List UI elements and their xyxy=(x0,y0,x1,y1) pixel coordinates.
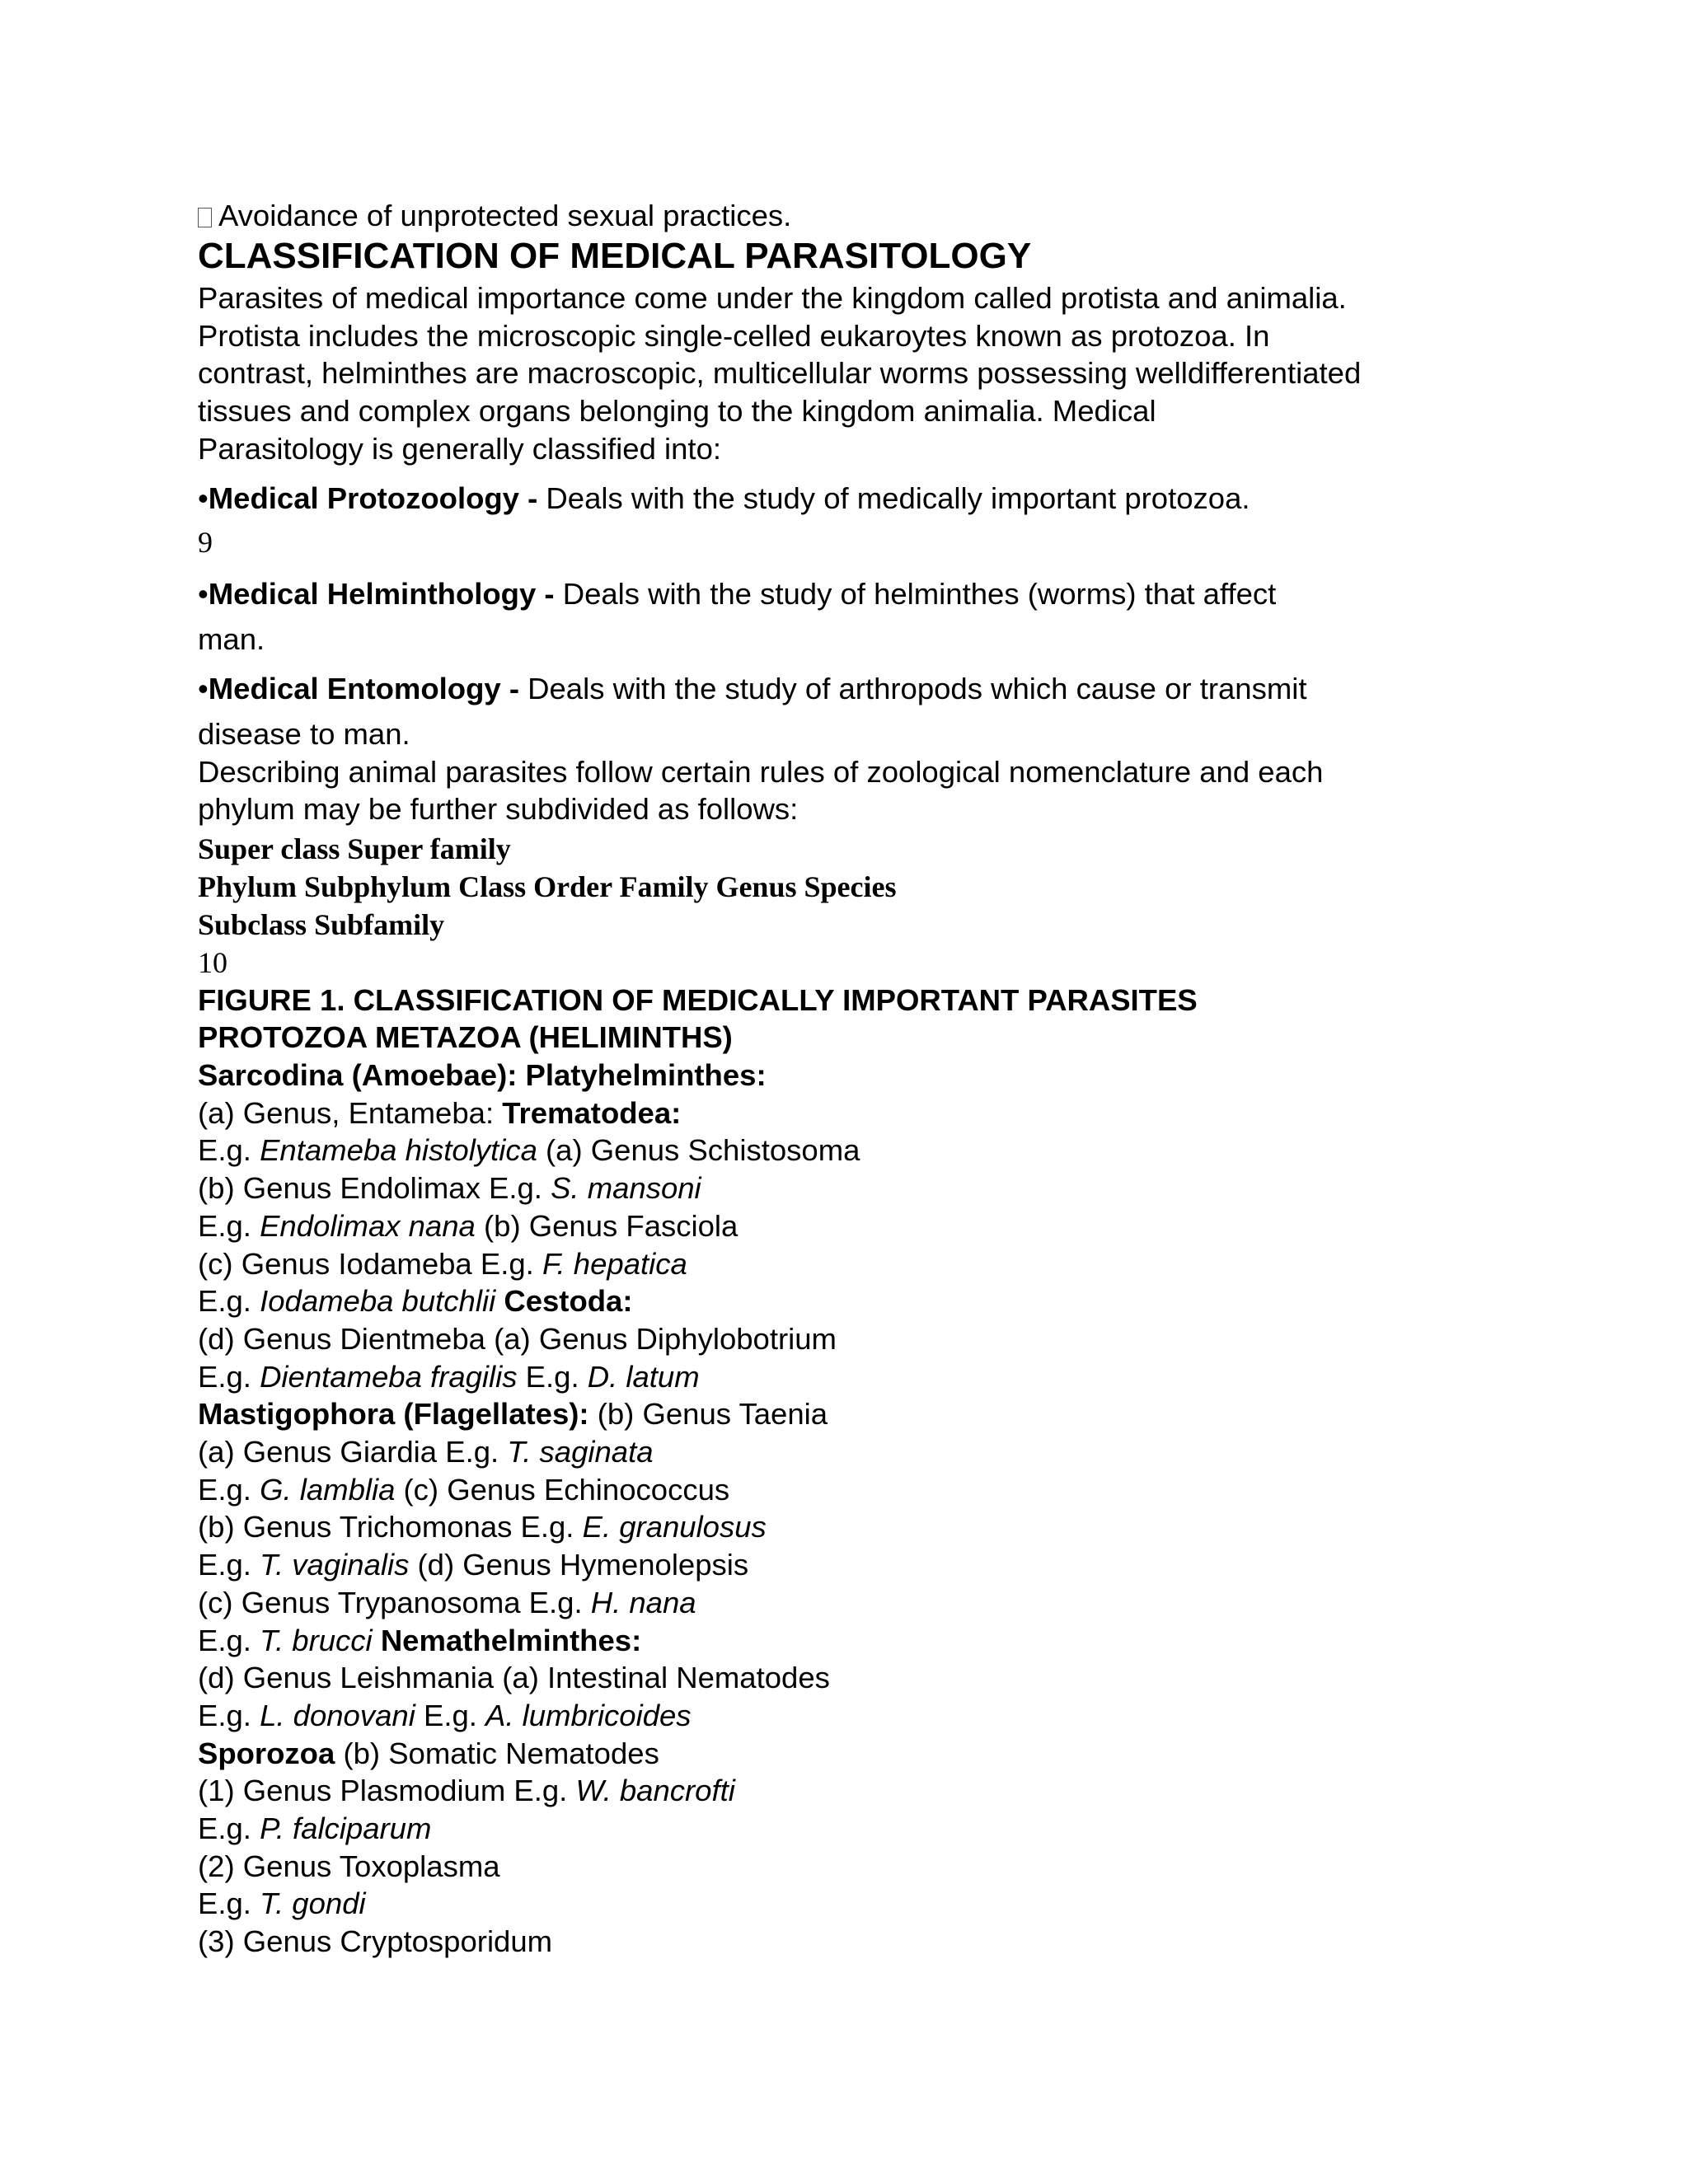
paragraph-line: Parasitology is generally classified into: xyxy=(198,432,722,466)
figure-text: E.g. xyxy=(198,1133,260,1167)
species-name: G. lamblia xyxy=(260,1473,396,1507)
taxon-heading: Sporozoa xyxy=(198,1736,335,1770)
species-name: Dientameba fragilis xyxy=(260,1360,518,1394)
paragraph-line: contrast, helminthes are macroscopic, multicellular worms possessing welldifferentiated xyxy=(198,356,1362,390)
branch-term: Medical Entomology - xyxy=(208,672,528,705)
branch-item-protozoology xyxy=(198,481,1250,515)
page-number: 10 xyxy=(198,946,227,979)
taxon-heading: Cestoda: xyxy=(504,1284,633,1318)
branch-item-helminthology xyxy=(198,579,1276,610)
figure-text: E.g. xyxy=(415,1699,486,1732)
figure-line xyxy=(198,1324,837,1355)
figure-line xyxy=(198,1209,738,1243)
figure-text: (d) Genus Dientmeba (a) Genus Diphylobotrium xyxy=(198,1322,837,1356)
figure-text: E.g. xyxy=(198,1473,260,1507)
species-name: W. bancrofti xyxy=(575,1774,735,1807)
species-name: H. nana xyxy=(590,1586,696,1619)
species-name: E. granulosus xyxy=(582,1510,767,1544)
figure-text xyxy=(495,1284,504,1318)
figure-text xyxy=(373,1624,381,1657)
figure-text: (b) Somatic Nematodes xyxy=(335,1736,659,1770)
figure-text: (b) Genus Endolimax E.g. xyxy=(198,1171,551,1205)
figure-line xyxy=(198,1588,696,1619)
species-name: T. brucci xyxy=(260,1624,373,1657)
bullet-dot: • xyxy=(198,672,209,705)
paragraph-line: tissues and complex organs belonging to the kingdom animalia. Medical xyxy=(198,394,1156,428)
page-number: 9 xyxy=(198,526,213,559)
species-name: T. saginata xyxy=(507,1435,654,1469)
species-name: Endolimax nana xyxy=(260,1209,476,1243)
figure-line xyxy=(198,1663,830,1694)
figure-text: (d) Genus Hymenolepsis xyxy=(409,1548,749,1582)
figure-text: E.g. xyxy=(198,1886,260,1920)
figure-text: E.g. xyxy=(198,1360,260,1394)
nomenclature-line: phylum may be further subdivided as follows: xyxy=(198,792,799,826)
taxon-heading: Mastigophora (Flagellates): xyxy=(198,1397,589,1431)
bullet-box-icon xyxy=(198,208,212,227)
figure-text: (a) Genus Giardia E.g. xyxy=(198,1435,508,1469)
figure-line xyxy=(198,1776,735,1807)
figure-text: (b) Genus Taenia xyxy=(588,1397,828,1431)
taxon-heading: Sarcodina (Amoebae): Platyhelminthes: xyxy=(198,1058,767,1092)
species-name: Entameba histolytica xyxy=(260,1133,537,1167)
figure-line xyxy=(198,1096,682,1130)
branch-continuation: disease to man. xyxy=(198,717,410,751)
species-name: L. donovani xyxy=(260,1699,415,1732)
figure-subtitle: PROTOZOA METAZOA (HELIMINTHS) xyxy=(198,1020,733,1054)
figure-title: FIGURE 1. CLASSIFICATION OF MEDICALLY IMPORTANT PARASITES xyxy=(198,983,1198,1017)
branch-item-entomology xyxy=(198,674,1307,705)
figure-line xyxy=(198,1924,553,1958)
figure-line xyxy=(198,1550,748,1581)
figure-text: (a) Genus, Entameba: xyxy=(198,1096,503,1130)
branch-continuation: man. xyxy=(198,622,265,656)
figure-line xyxy=(198,1849,500,1883)
figure-line xyxy=(198,1249,687,1280)
species-name: F. hepatica xyxy=(542,1247,687,1281)
branch-description: Deals with the study of helminthes (worms) that affect xyxy=(562,577,1277,611)
branch-term: Medical Helminthology - xyxy=(208,577,563,611)
figure-line xyxy=(198,1399,828,1430)
rank-line: Subclass Subfamily xyxy=(198,908,445,941)
branch-term: Medical Protozoology - xyxy=(208,481,546,515)
figure-line xyxy=(198,1133,860,1167)
rank-line: Super class Super family xyxy=(198,832,511,865)
figure-text: E.g. xyxy=(198,1548,260,1582)
nomenclature-line: Describing animal parasites follow certain rules of zoological nomenclature and each xyxy=(198,755,1324,789)
figure-line xyxy=(198,1736,659,1770)
figure-text: E.g. xyxy=(198,1811,260,1845)
figure-text: (c) Genus Trypanosoma E.g. xyxy=(198,1586,591,1619)
figure-line xyxy=(198,1886,366,1920)
figure-line xyxy=(198,1512,767,1543)
bullet-dot: • xyxy=(198,577,209,611)
figure-text: E.g. xyxy=(198,1209,260,1243)
figure-line xyxy=(198,1701,692,1732)
species-name: D. latum xyxy=(587,1360,700,1394)
species-name: T. gondi xyxy=(260,1886,366,1920)
species-name: P. falciparum xyxy=(260,1811,432,1845)
species-name: A. lumbricoides xyxy=(485,1699,692,1732)
figure-line xyxy=(198,1626,641,1657)
figure-text: (c) Genus Echinococcus xyxy=(395,1473,730,1507)
figure-line xyxy=(198,1362,700,1393)
species-name: S. mansoni xyxy=(551,1171,701,1205)
figure-text: (1) Genus Plasmodium E.g. xyxy=(198,1774,576,1807)
figure-text: (2) Genus Toxoplasma xyxy=(198,1849,500,1883)
species-name: Iodameba butchlii xyxy=(260,1284,496,1318)
figure-line xyxy=(198,1058,767,1092)
bullet-dot: • xyxy=(198,481,209,515)
figure-text: (a) Genus Schistosoma xyxy=(537,1133,860,1167)
figure-text: (d) Genus Leishmania (a) Intestinal Nematodes xyxy=(198,1661,830,1694)
branch-description: Deals with the study of medically important protozoa. xyxy=(546,481,1250,515)
figure-text: (3) Genus Cryptosporidum xyxy=(198,1924,553,1958)
figure-line xyxy=(198,1437,654,1468)
figure-text: (b) Genus Fasciola xyxy=(475,1209,738,1243)
bullet-text: Avoidance of unprotected sexual practices. xyxy=(218,199,792,232)
branch-description: Deals with the study of arthropods which cause or transmit xyxy=(528,672,1307,705)
figure-text: (b) Genus Trichomonas E.g. xyxy=(198,1510,583,1544)
figure-text: E.g. xyxy=(198,1699,260,1732)
paragraph-line: Parasites of medical importance come under the kingdom called protista and animalia. xyxy=(198,281,1347,315)
taxon-heading: Nemathelminthes: xyxy=(380,1624,642,1657)
bullet-line xyxy=(198,201,791,232)
figure-text: E.g. xyxy=(198,1284,260,1318)
section-heading: CLASSIFICATION OF MEDICAL PARASITOLOGY xyxy=(198,236,1032,276)
figure-line xyxy=(198,1286,633,1317)
figure-text: E.g. xyxy=(198,1624,260,1657)
figure-text: (c) Genus Iodameba E.g. xyxy=(198,1247,542,1281)
taxon-heading: Trematodea: xyxy=(502,1096,682,1130)
figure-text: E.g. xyxy=(517,1360,588,1394)
paragraph-line: Protista includes the microscopic single-celled eukaroytes known as protozoa. In xyxy=(198,319,1270,353)
figure-line xyxy=(198,1171,701,1205)
rank-line: Phylum Subphylum Class Order Family Genus Species xyxy=(198,870,897,903)
species-name: T. vaginalis xyxy=(260,1548,410,1582)
figure-line xyxy=(198,1811,432,1845)
figure-line xyxy=(198,1475,729,1506)
